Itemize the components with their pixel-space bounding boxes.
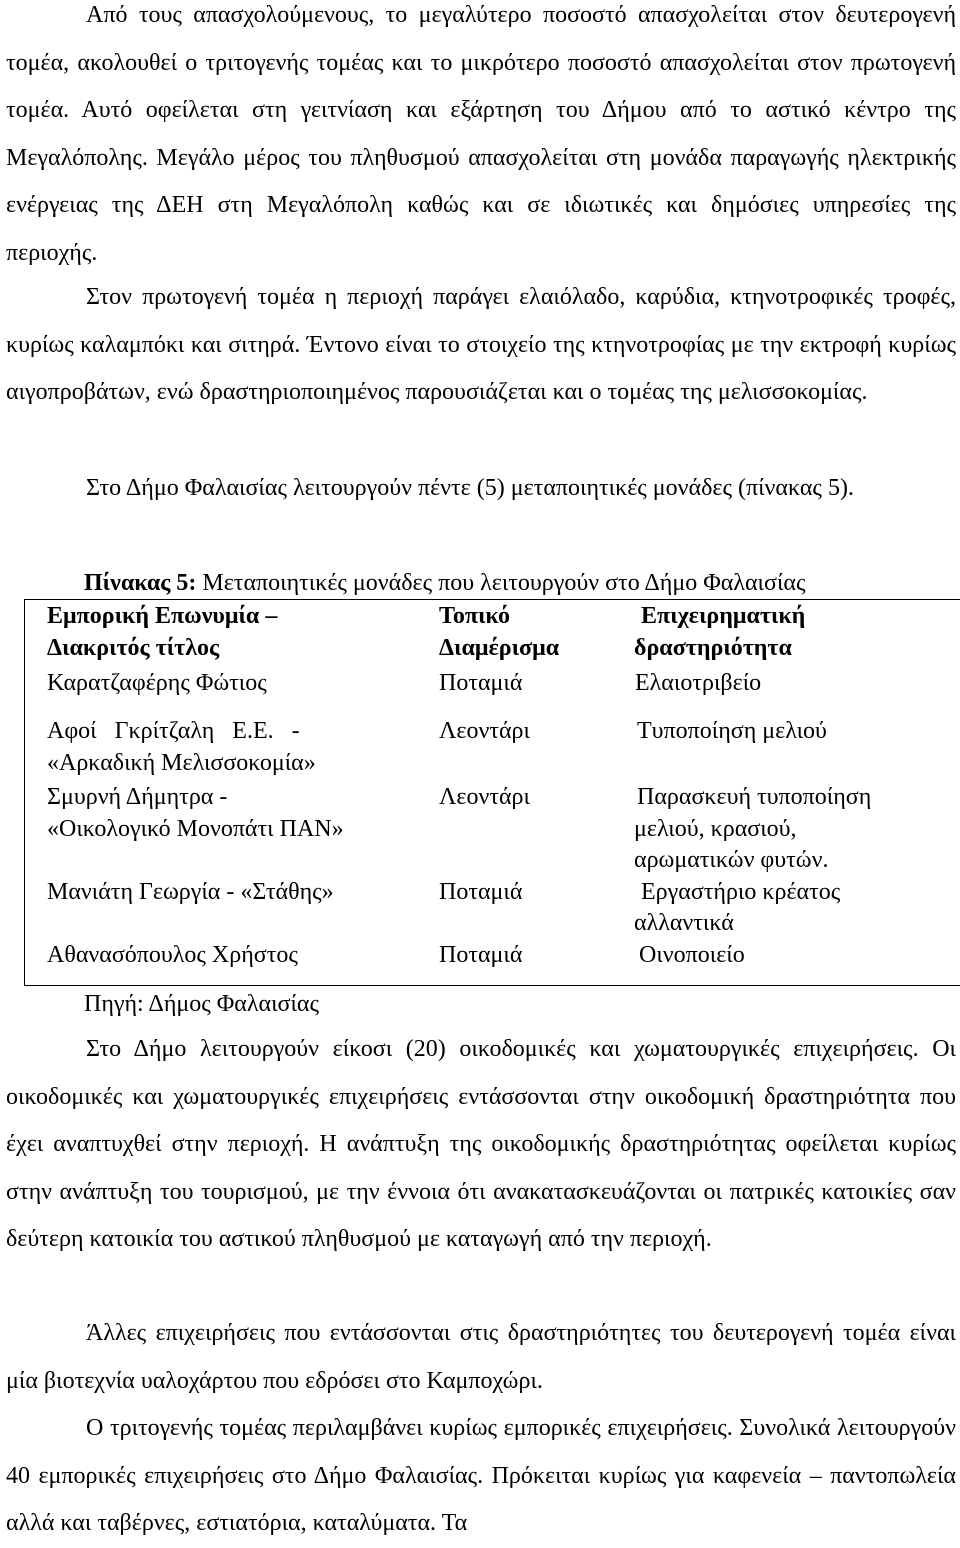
header-activity-line2: δραστηριότητα: [634, 635, 792, 661]
row2-activity: Τυποποίηση μελιού: [637, 718, 827, 744]
row1-activity: Ελαιοτριβείο: [635, 670, 762, 696]
manufacturing-units-table: [24, 599, 960, 986]
row1-area: Ποταμιά: [439, 670, 523, 696]
row5-activity: Οινοποιείο: [639, 942, 745, 968]
row5-area: Ποταμιά: [439, 942, 523, 968]
row3-activity-line1: Παρασκευή τυποποίηση: [637, 784, 872, 810]
paragraph-primary-sector: Στον πρωτογενή τομέα η περιοχή παράγει ελαιόλαδο, καρύδια, κτηνοτροφικές τροφές, κυρίως καλαμπόκι και σιτηρά. Έντονο είναι το στοιχείο της κτηνοτροφίας με την εκτροφή κυρίως αιγοπροβάτων, ενώ δραστηριοποιημένος παρουσιάζεται και ο τομέας της μελισσοκομίας.: [6, 284, 956, 405]
table-source: Πηγή: Δήμος Φαλαισίας: [84, 991, 319, 1017]
row3-name-line1: Σμυρνή Δήμητρα -: [47, 784, 228, 810]
header-district-line2: Διαμέρισμα: [439, 635, 560, 661]
row2-area: Λεοντάρι: [439, 718, 530, 744]
row5-name: Αθανασόπουλος Χρήστος: [47, 942, 298, 968]
row3-activity-line2: μελιού, κρασιού,: [634, 816, 797, 842]
header-district-line1: Τοπικό: [439, 603, 511, 629]
row2-name-line1: Αφοί Γκρίτζαλη Ε.Ε. -: [47, 718, 300, 744]
table-caption-text: Μεταποιητικές μονάδες που λειτουργούν στο Δήμο Φαλαισίας: [196, 570, 806, 596]
row3-activity-line3: αρωματικών φυτών.: [634, 847, 829, 873]
paragraph-other-secondary: Άλλες επιχειρήσεις που εντάσσονται στις δραστηριότητες του δευτερογενή τομέα είναι μία βιοτεχνία υαλοχάρτου που εδρόσει στο Καμποχώρι.: [6, 1320, 956, 1394]
row2-name-line2: «Αρκαδική Μελισσοκομία»: [47, 750, 316, 776]
row4-activity-line2: αλλαντικά: [634, 910, 734, 936]
paragraph-construction: Στο Δήμο λειτουργούν είκοσι (20) οικοδομικές και χωματουργικές επιχειρήσεις. Οι οικοδομικές και χωματουργικές επιχειρήσεις εντάσσονται στην οικοδομική δραστηριότητα που έχει αναπτυχθεί στην περιοχή. Η ανάπτυξη της οικοδομικής δραστηριότητας οφείλεται κυρίως στην ανάπτυξη του τουρισμού, με την έννοια ότι ανακατασκευάζονται οι πατρικές κατοικίες σαν δεύτερη κατοικία του αστικού πληθυσμού με καταγωγή από την περιοχή.: [6, 1036, 956, 1252]
header-business-name-line2: Διακριτός τίτλος: [47, 635, 220, 661]
header-business-name-line1: Εμπορική Επωνυμία –: [47, 603, 278, 629]
row3-name-line2: «Οικολογικό Μονοπάτι ΠΑΝ»: [47, 816, 344, 842]
header-activity-line1: Επιχειρηματική: [641, 603, 806, 629]
row4-area: Ποταμιά: [439, 879, 523, 905]
row4-activity-line1: Εργαστήριο κρέατος: [641, 879, 841, 905]
table-caption: [84, 565, 805, 601]
paragraph-employment: Από τους απασχολούμενους, το μεγαλύτερο ποσοστό απασχολείται στον δευτερογενή τομέα, ακολουθεί ο τριτογενής τομέας και το μικρότερο ποσοστό απασχολείται στον πρωτογενή τομέα. Αυτό οφείλεται στη γειτνίαση και εξάρτηση του Δήμου από το αστικό κέντρο της Μεγαλόπολης. Μεγάλο μέρος του πληθυσμού απασχολείται στη μονάδα παραγωγής ηλεκτρικής ενέργειας της ΔΕΗ στη Μεγαλόπολη καθώς και σε ιδιωτικές και δημόσιες υπηρεσίες της περιοχής.: [6, 2, 956, 266]
row1-name: Καρατζαφέρης Φώτιος: [47, 670, 267, 696]
paragraph-tertiary-sector: Ο τριτογενής τομέας περιλαμβάνει κυρίως εμπορικές επιχειρήσεις. Συνολικά λειτουργούν 40 εμπορικές επιχειρήσεις στο Δήμο Φαλαισίας. Πρόκειται κυρίως για καφενεία – παντοπωλεία αλλά και ταβέρνες, εστιατόρια, καταλύματα. Τα: [6, 1415, 956, 1536]
table-caption-label: Πίνακας 5:: [84, 570, 197, 596]
row4-name: Μανιάτη Γεωργία - «Στάθης»: [47, 879, 334, 905]
row3-area: Λεοντάρι: [439, 784, 530, 810]
paragraph-manufacturing-units: Στο Δήμο Φαλαισίας λειτουργούν πέντε (5) μεταποιητικές μονάδες (πίνακας 5).: [86, 475, 854, 501]
